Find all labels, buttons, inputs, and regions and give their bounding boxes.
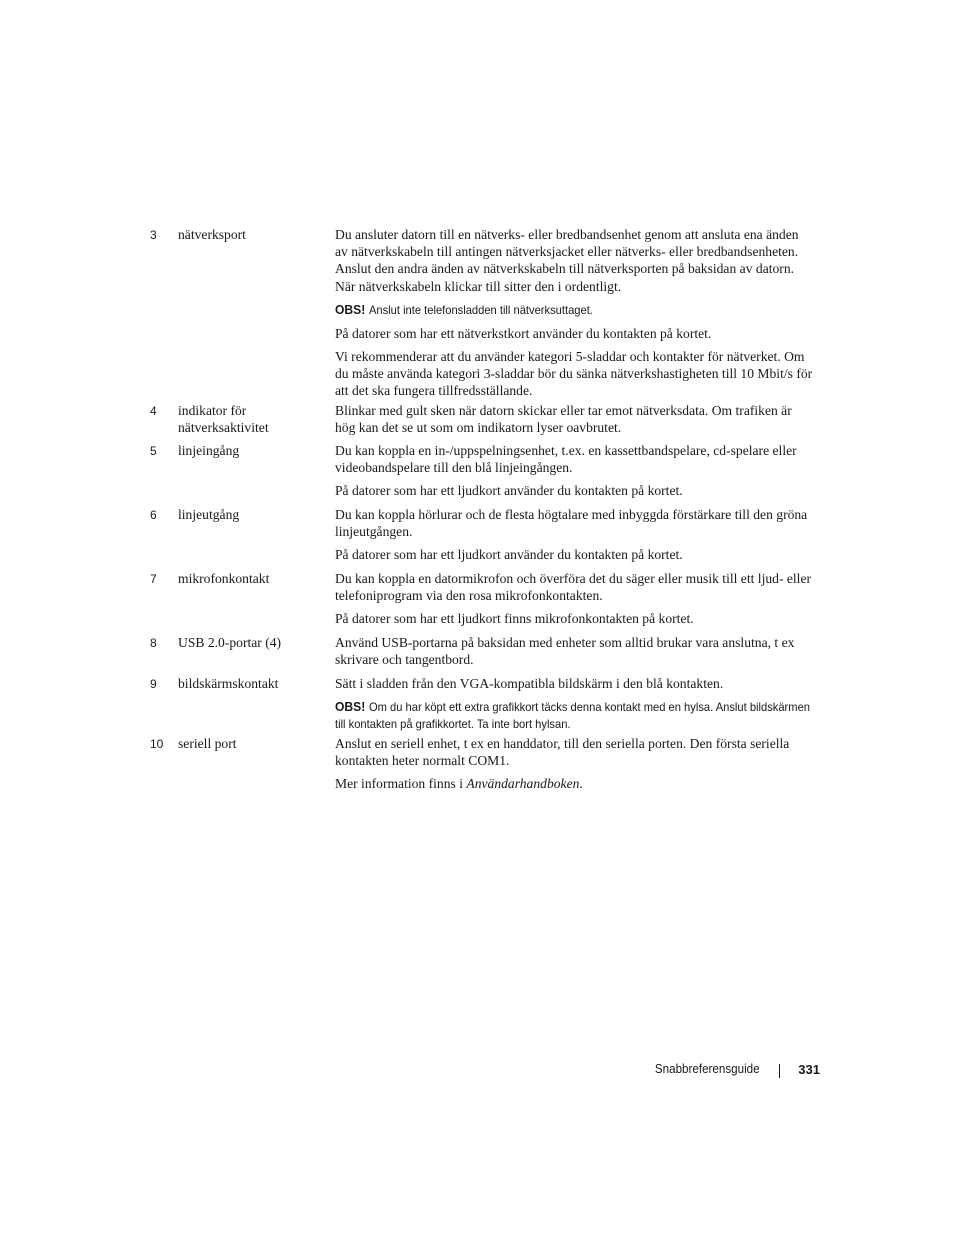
note-text: Om du har köpt ett extra grafikkort täcks denna kontakt med en hylsa. Anslut bildskärmen till kontakten på grafikkortet. Ta inte bort hylsan. [335, 700, 810, 732]
description-paragraph: Sätt i sladden från den VGA-kompatibla bildskärm i den blå kontakten. [335, 676, 724, 691]
manual-title: Användarhandboken [466, 776, 580, 792]
page-footer [560, 1062, 820, 1080]
item-label: bildskärmskontakt [178, 676, 279, 691]
item-label: linjeutgång [178, 507, 240, 522]
description-paragraph: Vi rekommenderar att du använder kategori 5-sladdar och kontakter för nätverket. Om du måste använda kategori 3-sladdar bör du sänka nätverkshastigheten till 10 Mbit/s för att det ska fungera tillfredsställande. [335, 349, 813, 399]
note-prefix: OBS! [335, 301, 366, 317]
description-paragraph: Du kan koppla en datormikrofon och överföra det du säger eller musik till ett ljud- eller telefoniprogram via den rosa mikrofonkontakten. [335, 571, 812, 604]
description-paragraph: På datorer som har ett ljudkort använder du kontakten på kortet. [335, 483, 683, 499]
note-paragraph [335, 301, 813, 319]
item-label: seriell port [178, 736, 237, 751]
item-label: mikrofonkontakt [178, 571, 270, 586]
note-prefix: OBS! [335, 699, 366, 715]
description-paragraph: Blinkar med gult sken när datorn skickar eller tar emot nätverksdata. Om trafiken är hög kan det se ut som om indikatorn lyser oavbrutet. [335, 403, 792, 436]
item-description [335, 675, 813, 739]
description-paragraph: På datorer som har ett ljudkort finns mikrofonkontakten på kortet. [335, 611, 694, 627]
item-number: 8 [150, 636, 157, 650]
item-number: 4 [150, 404, 157, 418]
item-description [335, 402, 813, 442]
item-description [335, 506, 813, 570]
item-label: nätverksport [178, 227, 246, 242]
description-paragraph: På datorer som har ett nätverkstkort använder du kontakten på kortet. [335, 325, 712, 341]
item-label: indikator för nätverksaktivitet [178, 403, 269, 435]
note-paragraph [335, 698, 813, 733]
item-description [335, 226, 813, 406]
item-label: linjeingång [178, 443, 240, 458]
item-number: 3 [150, 228, 157, 242]
item-description [335, 570, 813, 634]
item-description [335, 442, 813, 506]
item-number: 7 [150, 572, 157, 586]
description-paragraph: Anslut en seriell enhet, t ex en handdator, till den seriella porten. Den första seriella kontakten heter normalt COM1. [335, 736, 790, 769]
footer-title: Snabbreferensguide [655, 1062, 760, 1076]
item-description [335, 634, 813, 674]
item-number: 5 [150, 444, 157, 458]
item-description [335, 735, 813, 799]
description-paragraph: Du kan koppla en in-/uppspelningsenhet, t.ex. en kassettbandspelare, cd-spelare eller videobandspelare till den blå linjeingången. [335, 443, 797, 476]
description-paragraph: Du kan koppla hörlurar och de flesta högtalare med inbyggda förstärkare till den gröna linjeutgången. [335, 507, 808, 540]
description-paragraph: På datorer som har ett ljudkort använder du kontakten på kortet. [335, 547, 683, 563]
description-paragraph: Du ansluter datorn till en nätverks- eller bredbandsenhet genom att ansluta ena änden av nätverkskabeln till antingen nätverksjacket eller nätverks- eller bredbandsenheten. Anslut den andra änden av nätverkskabeln till nätverksporten på baksidan av datorn. När nätverkskabeln klickar till sitter den i ordentligt. [335, 227, 799, 294]
description-paragraph: Använd USB-portarna på baksidan med enheter som alltid brukar vara anslutna, t ex skrivare och tangentbord. [335, 635, 795, 668]
item-number: 10 [150, 737, 164, 751]
item-number: 6 [150, 508, 157, 522]
item-label: USB 2.0-portar (4) [178, 635, 282, 650]
page-number: 331 [798, 1062, 820, 1077]
note-text: Anslut inte telefonsladden till nätverksuttaget. [368, 302, 593, 317]
reference-text: Mer information finns i [335, 776, 467, 792]
reference-end: . [579, 776, 583, 792]
description-paragraph [335, 775, 813, 792]
item-number: 9 [150, 677, 157, 691]
footer-divider [779, 1064, 780, 1078]
